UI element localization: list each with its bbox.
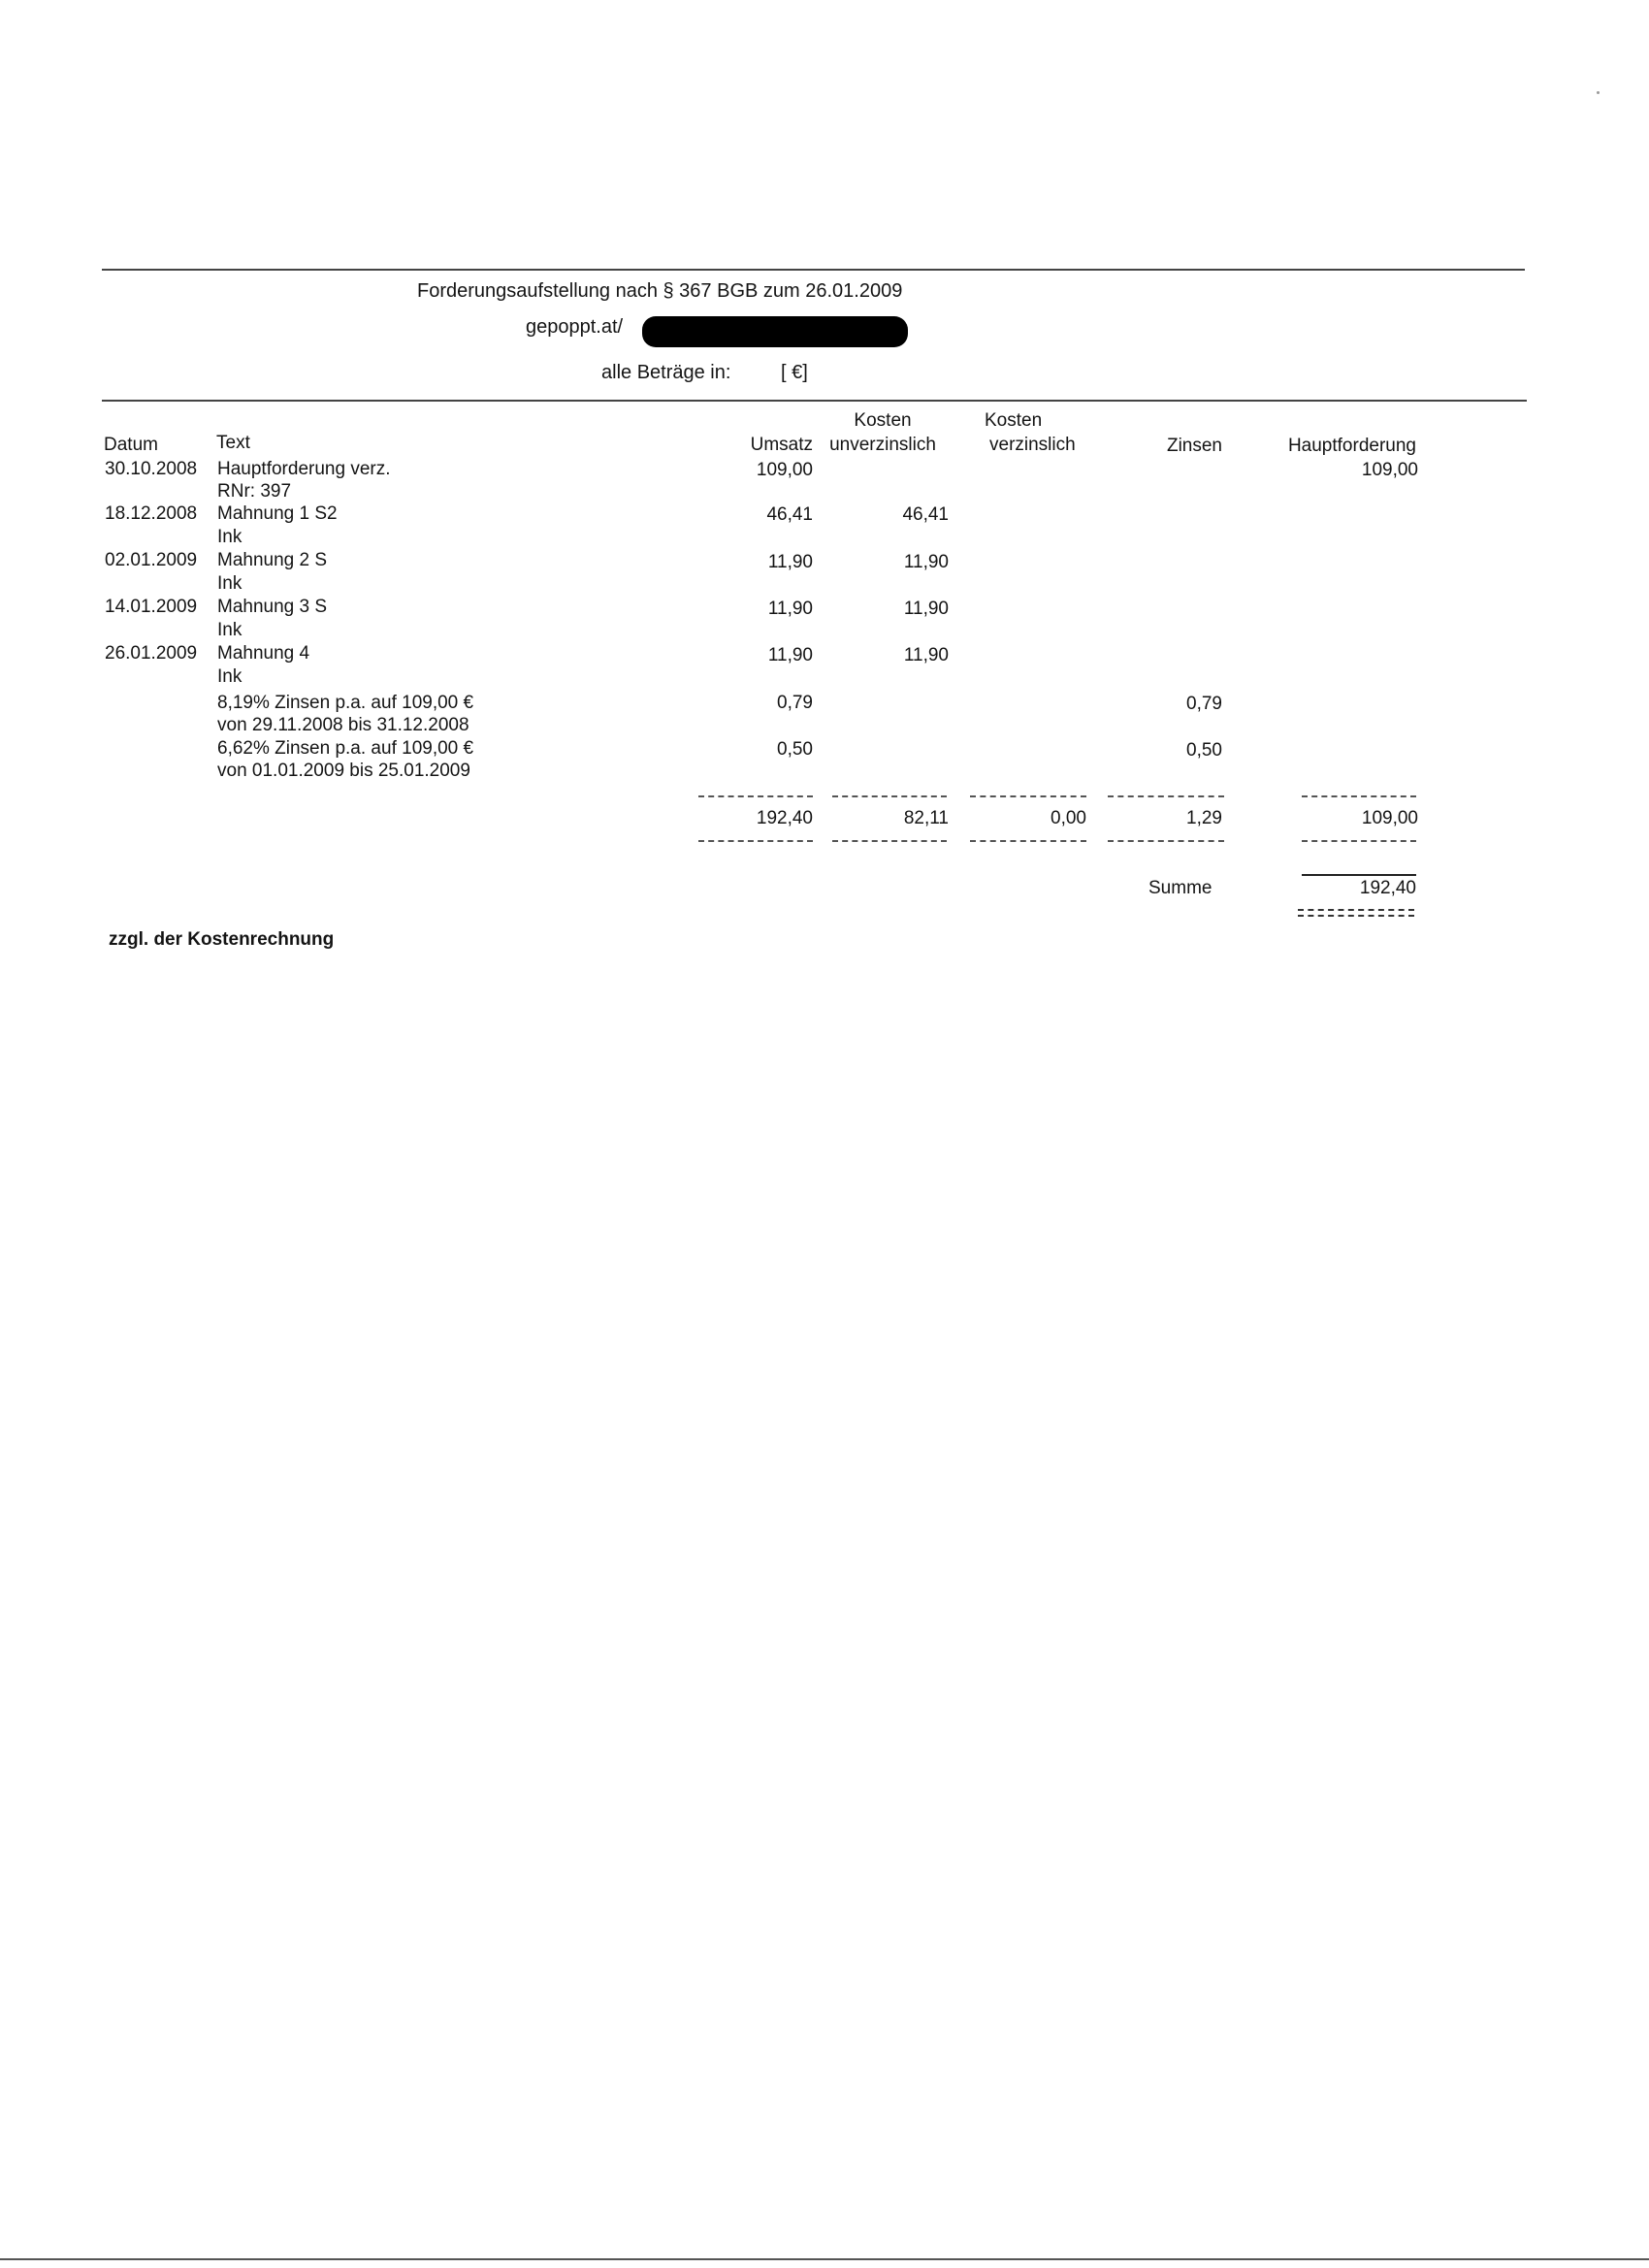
total-zinsen: 1,29 [1186, 808, 1222, 828]
row-date: 18.12.2008 [105, 503, 198, 524]
currency-label: alle Beträge in: [601, 362, 731, 383]
top-rule [102, 269, 1525, 271]
separator-kosten-unverz-bottom [832, 840, 947, 842]
column-header-datum: Datum [104, 435, 158, 455]
row-kosten-unverzinslich: 11,90 [903, 599, 949, 619]
column-header-hauptforderung: Hauptforderung [1287, 436, 1416, 456]
row-kosten-unverzinslich: 11,90 [903, 645, 949, 665]
separator-umsatz-bottom [698, 840, 813, 842]
row-subtext: Ink [217, 527, 242, 547]
row-subtext: Ink [217, 666, 242, 687]
row-hauptforderung: 109,00 [1361, 460, 1418, 480]
row-text: Mahnung 4 [217, 643, 310, 664]
row-text: Mahnung 1 S2 [217, 503, 338, 524]
row-kosten-unverzinslich: 11,90 [903, 552, 949, 572]
row-kosten-unverzinslich: 46,41 [902, 504, 949, 525]
separator-zinsen-bottom [1108, 840, 1224, 842]
total-kosten-verzinslich: 0,00 [1051, 808, 1086, 828]
row-umsatz: 0,50 [777, 739, 813, 760]
column-header-umsatz: Umsatz [750, 435, 813, 455]
row-zinsen: 0,50 [1186, 740, 1222, 761]
column-header-kosten-verz-line2: verzinslich [989, 435, 1076, 455]
row-umsatz: 11,90 [767, 552, 813, 572]
redaction-mark [642, 316, 908, 347]
row-subtext: Ink [217, 620, 242, 640]
header-rule [102, 400, 1527, 402]
row-umsatz: 11,90 [767, 599, 813, 619]
column-header-zinsen: Zinsen [1166, 436, 1222, 456]
separator-kosten-verz-bottom [970, 840, 1086, 842]
separator-umsatz-top [698, 795, 813, 797]
separator-haupt-bottom [1302, 840, 1416, 842]
separator-haupt-top [1302, 795, 1416, 797]
row-subtext: von 29.11.2008 bis 31.12.2008 [217, 715, 469, 735]
row-date: 26.01.2009 [105, 643, 198, 664]
total-umsatz: 192,40 [756, 808, 813, 828]
total-hauptforderung: 109,00 [1361, 808, 1418, 828]
column-header-kosten-unverz-line2: unverzinslich [829, 435, 936, 455]
column-header-kosten-verz-line1: Kosten [985, 410, 1043, 431]
scan-speck [1597, 91, 1600, 94]
row-date: 14.01.2009 [105, 597, 198, 617]
bottom-scan-edge [0, 2258, 1649, 2260]
row-subtext: Ink [217, 573, 242, 594]
row-date: 30.10.2008 [105, 459, 198, 479]
currency-value: [ €] [781, 362, 808, 383]
row-text: Mahnung 2 S [217, 550, 328, 570]
summe-value: 192,40 [1359, 878, 1416, 898]
row-text: 6,62% Zinsen p.a. auf 109,00 € [217, 738, 474, 759]
row-text: 8,19% Zinsen p.a. auf 109,00 € [217, 693, 474, 713]
separator-kosten-unverz-top [832, 795, 947, 797]
row-umsatz: 46,41 [766, 504, 813, 525]
footer-note: zzgl. der Kostenrechnung [109, 929, 335, 950]
row-text: Mahnung 3 S [217, 597, 328, 617]
total-kosten-unverzinslich: 82,11 [903, 808, 949, 828]
row-umsatz: 109,00 [756, 460, 813, 480]
column-header-text: Text [216, 433, 250, 453]
row-subtext: von 01.01.2009 bis 25.01.2009 [217, 761, 470, 781]
summe-rule [1302, 874, 1416, 876]
row-date: 02.01.2009 [105, 550, 198, 570]
row-text: Hauptforderung verz. [217, 459, 391, 479]
row-umsatz: 0,79 [777, 693, 813, 713]
column-header-kosten-unverz-line1: Kosten [854, 410, 912, 431]
separator-kosten-verz-top [970, 795, 1086, 797]
row-subtext: RNr: 397 [217, 481, 292, 502]
separator-zinsen-top [1108, 795, 1224, 797]
summe-double-underline [1298, 909, 1414, 917]
document-title: Forderungsaufstellung nach § 367 BGB zum 26.01.2009 [417, 280, 903, 302]
recipient-name: gepoppt.at/ [526, 316, 624, 338]
row-zinsen: 0,79 [1186, 694, 1222, 714]
row-umsatz: 11,90 [767, 645, 813, 665]
summe-label: Summe [1148, 878, 1212, 898]
